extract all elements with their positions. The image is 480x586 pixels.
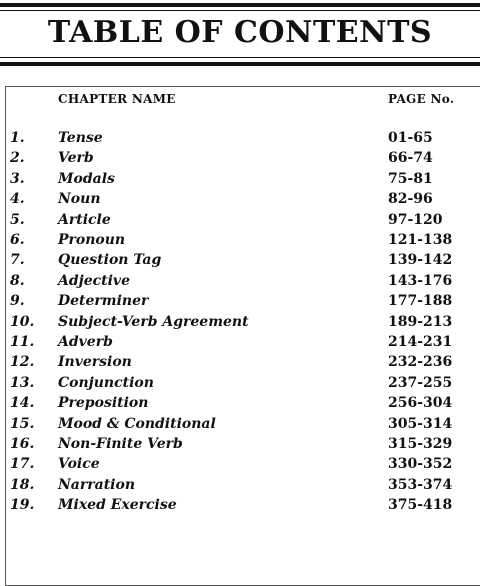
chapter-name: Adverb	[58, 334, 113, 350]
chapter-number: 11.	[10, 334, 35, 350]
chapter-name: Preposition	[58, 395, 149, 412]
chapter-name: Modals	[58, 170, 115, 187]
chapter-name: Mood & Conditional	[58, 415, 216, 432]
chapter-number: 3.	[10, 170, 25, 187]
chapter-name: Verb	[58, 150, 94, 167]
chapter-name: Mixed Exercise	[58, 497, 177, 514]
page-range: 66-74	[388, 150, 433, 167]
chapter-name: Adjective	[58, 272, 130, 289]
page-range: 177-188	[388, 293, 453, 310]
bottom-double-rule-thick	[0, 62, 480, 66]
chapter-number: 13.	[10, 374, 35, 391]
toc-entry	[0, 250, 480, 270]
chapter-number: 19.	[10, 497, 35, 514]
chapter-number: 5.	[10, 211, 25, 228]
page-title: TABLE OF CONTENTS	[47, 15, 433, 50]
page-range: 01-65	[388, 130, 433, 146]
chapter-name: Noun	[58, 191, 101, 208]
page-range: 214-231	[388, 334, 453, 350]
toc-entry	[0, 332, 480, 352]
page-range: 189-213	[388, 313, 453, 330]
chapter-number: 8.	[10, 272, 25, 289]
chapter-number: 2.	[10, 150, 25, 167]
page-range: 143-176	[388, 272, 453, 289]
column-header-chapter-name: CHAPTER NAME	[58, 92, 176, 106]
toc-entry	[0, 352, 480, 372]
page-range: 121-138	[388, 232, 453, 248]
chapter-number: 6.	[10, 232, 25, 248]
chapter-name: Article	[58, 211, 111, 228]
chapter-number: 4.	[10, 191, 25, 208]
chapter-name: Pronoun	[58, 232, 126, 248]
toc-entry	[0, 230, 480, 250]
toc-entry	[0, 475, 480, 495]
chapter-number: 14.	[10, 395, 35, 412]
page-range: 237-255	[388, 374, 453, 391]
chapter-number: 9.	[10, 293, 25, 310]
chapter-name: Question Tag	[58, 252, 162, 269]
toc-entry	[0, 373, 480, 393]
chapter-number: 16.	[10, 436, 35, 452]
chapter-number: 10.	[10, 313, 35, 330]
chapter-number: 12.	[10, 354, 35, 371]
page-range: 97-120	[388, 211, 443, 228]
bottom-double-rule-thin	[0, 57, 480, 58]
toc-entry	[0, 271, 480, 291]
chapter-name: Tense	[58, 130, 103, 146]
toc-entry	[0, 189, 480, 209]
chapter-number: 1.	[10, 130, 25, 146]
page-range: 256-304	[388, 395, 453, 412]
page-range: 75-81	[388, 170, 433, 187]
toc-entry	[0, 291, 480, 311]
toc-entry	[0, 414, 480, 434]
page-range: 82-96	[388, 191, 433, 208]
top-double-rule-thick	[0, 3, 480, 7]
toc-entry	[0, 434, 480, 454]
page-range: 330-352	[388, 456, 453, 473]
toc-entry	[0, 169, 480, 189]
toc-entry	[0, 210, 480, 230]
toc-entry	[0, 148, 480, 168]
chapter-name: Inversion	[58, 354, 132, 371]
page-range: 315-329	[388, 436, 453, 452]
page-range: 232-236	[388, 354, 453, 371]
chapter-name: Non-Finite Verb	[58, 436, 183, 452]
chapter-name: Conjunction	[58, 374, 154, 391]
toc-entry	[0, 128, 480, 148]
page-range: 353-374	[388, 476, 453, 493]
toc-entry	[0, 495, 480, 515]
toc-entry	[0, 454, 480, 474]
column-header-page-no: PAGE No.	[388, 92, 455, 106]
toc-entry	[0, 393, 480, 413]
chapter-name: Subject-Verb Agreement	[58, 313, 249, 330]
page-range: 139-142	[388, 252, 453, 269]
chapter-name: Narration	[58, 476, 135, 493]
chapter-number: 17.	[10, 456, 35, 473]
chapter-name: Voice	[58, 456, 100, 473]
chapter-number: 7.	[10, 252, 25, 269]
toc-entry	[0, 312, 480, 332]
page-range: 375-418	[388, 497, 453, 514]
page-range: 305-314	[388, 415, 453, 432]
chapter-number: 18.	[10, 476, 35, 493]
chapter-name: Determiner	[58, 293, 149, 310]
top-double-rule-thin	[0, 10, 480, 11]
chapter-number: 15.	[10, 415, 35, 432]
